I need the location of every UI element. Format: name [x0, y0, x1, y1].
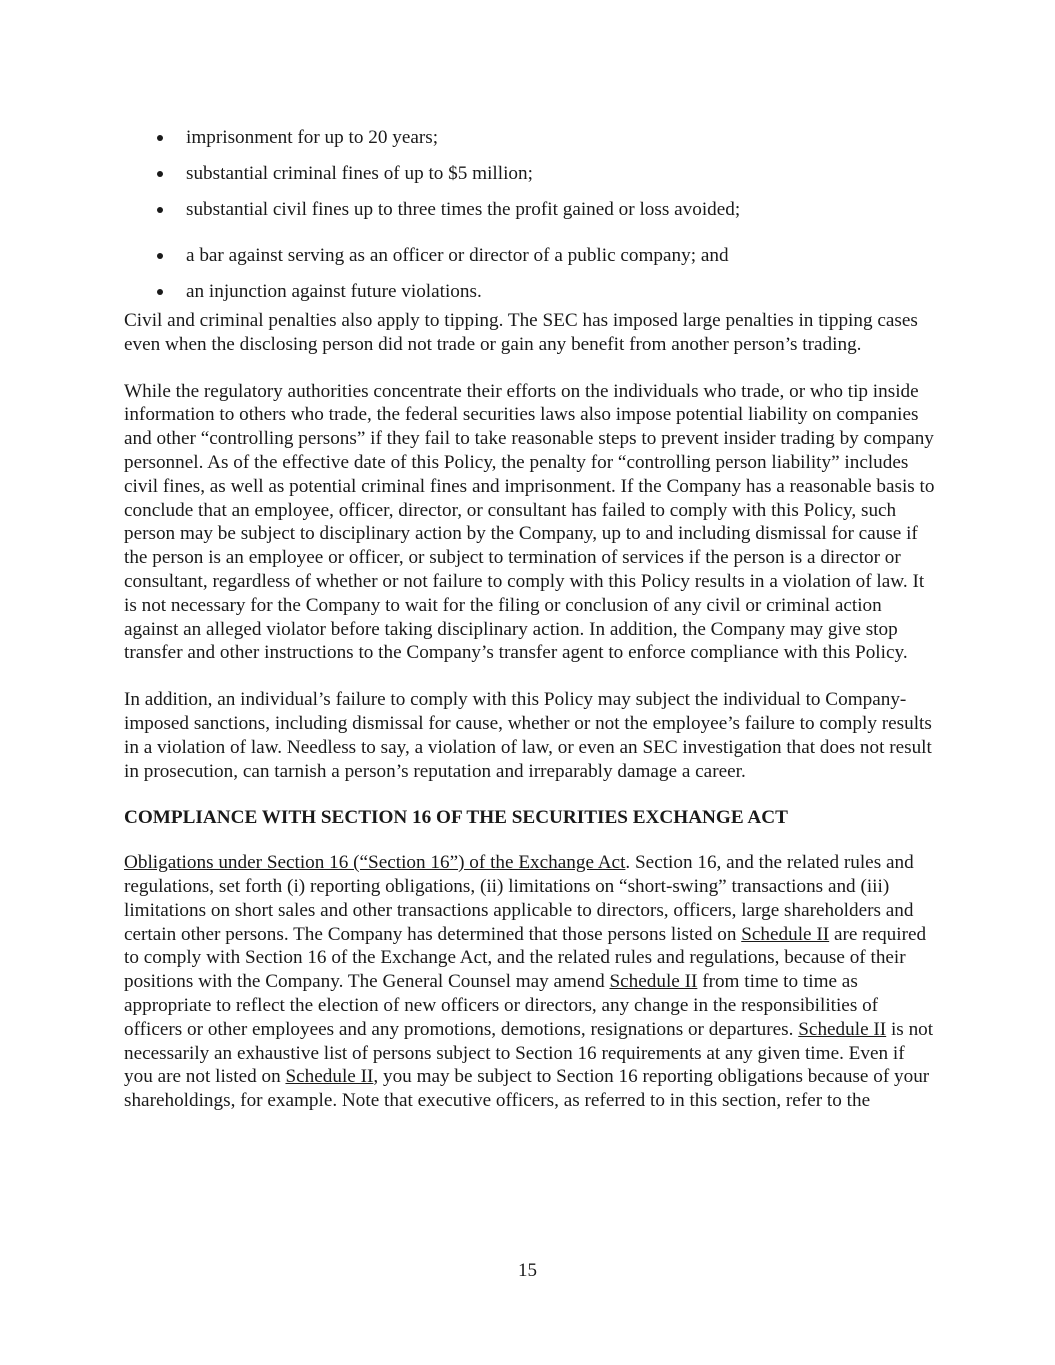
- controlling-persons-paragraph: While the regulatory authorities concentrate their efforts on the individuals who trade, or who tip inside information to others who trade, the federal securities laws also impose potential liability on companies and other “controlling persons” if they fail to take reasonable steps to prevent insider trading by company personnel. As of the effective date of this Policy, the penalty for “controlling person liability” includes civil fines, as well as potential criminal fines and imprisonment. If the Company has a reasonable basis to conclude that an employee, officer, director, or consultant has failed to comply with this Policy, such person may be subject to disciplinary action by the Company, up to and including dismissal for cause if the person is an employee or officer, or subject to termination of services if the person is a director or consultant, regardless of whether or not failure to comply with this Policy results in a violation of law. It is not necessary for the Company to wait for the filing or conclusion of any civil or criminal action against an alleged violator before taking disciplinary action. In addition, the Company may give stop transfer and other instructions to the Company’s transfer agent to enforce compliance with this Policy.: [124, 380, 935, 664]
- page-number: 15: [518, 1260, 537, 1281]
- section16-paragraph: [124, 851, 936, 1113]
- bullet-icon: [157, 253, 163, 259]
- schedule-ii-reference: Schedule II: [609, 971, 698, 993]
- bullet-icon: [157, 289, 163, 295]
- list-item-text: substantial civil fines up to three times the profit gained or loss avoided;: [186, 199, 741, 220]
- sanctions-paragraph: In addition, an individual’s failure to comply with this Policy may subject the individual to Company- imposed sanctions, including dismissal for cause, whether or not the employee’s failure to comply results in a violation of law. Needless to say, a violation of law, or even an SEC investigation that does not result in prosecution, can tarnish a person’s reputation and irreparably damage a career.: [124, 689, 932, 782]
- bullet-icon: [157, 171, 163, 177]
- section16-text-3: from time to time as appropriate to reflect the election of new officers or directors, any change in the responsibilities of officers or other employees and any promotions, demotions, resignations or departures.: [124, 971, 879, 1040]
- section16-subheading: Obligations under Section 16 (“Section 16”) of the Exchange Act: [124, 852, 626, 874]
- list-item-text: an injunction against future violations.: [186, 281, 482, 302]
- list-item: [124, 196, 936, 232]
- section16-text-1: . Section 16, and the related rules and regulations, set forth (i) reporting obligations, (ii) limitations on “short-swing” transactions and (iii) limitations on short sales and other transactions applicable to directors, officers, large shareholders and certain other persons. The Company has determined that those persons listed on: [124, 852, 914, 945]
- list-item-text: a bar against serving as an officer or director of a public company; and: [186, 245, 729, 266]
- document-page: [124, 124, 936, 1136]
- section16-text-5: , you may be subject to Section 16 reporting obligations because of your shareholdings, for example. Note that executive officers, as referred to in this section, refer to the: [124, 1066, 930, 1112]
- schedule-ii-reference: Schedule II: [741, 923, 830, 945]
- section16-text-4: is not necessarily an exhaustive list of persons subject to Section 16 requirements at any given time. Even if you are not listed on: [124, 1018, 934, 1088]
- list-item-text: substantial criminal fines of up to $5 million;: [186, 163, 533, 184]
- schedule-ii-reference: Schedule II: [285, 1066, 374, 1088]
- list-item: [124, 160, 936, 196]
- penalties-list: [124, 124, 936, 314]
- bullet-icon: [157, 207, 163, 213]
- list-item: [124, 278, 936, 314]
- list-item-text: imprisonment for up to 20 years;: [186, 127, 439, 148]
- list-item: [124, 242, 936, 278]
- section16-text-2: are required to comply with Section 16 of the Exchange Act, and the related rules and regulations, because of their positions with the Company. The General Counsel may amend: [124, 923, 927, 993]
- list-item: [124, 124, 936, 160]
- schedule-ii-reference: Schedule II: [798, 1018, 887, 1040]
- section-heading: COMPLIANCE WITH SECTION 16 OF THE SECURITIES EXCHANGE ACT: [124, 807, 788, 829]
- tipping-paragraph: Civil and criminal penalties also apply to tipping. The SEC has imposed large penalties in tipping cases even when the disclosing person did not trade or gain any benefit from another person’s trading.: [124, 310, 918, 355]
- bullet-icon: [157, 135, 163, 141]
